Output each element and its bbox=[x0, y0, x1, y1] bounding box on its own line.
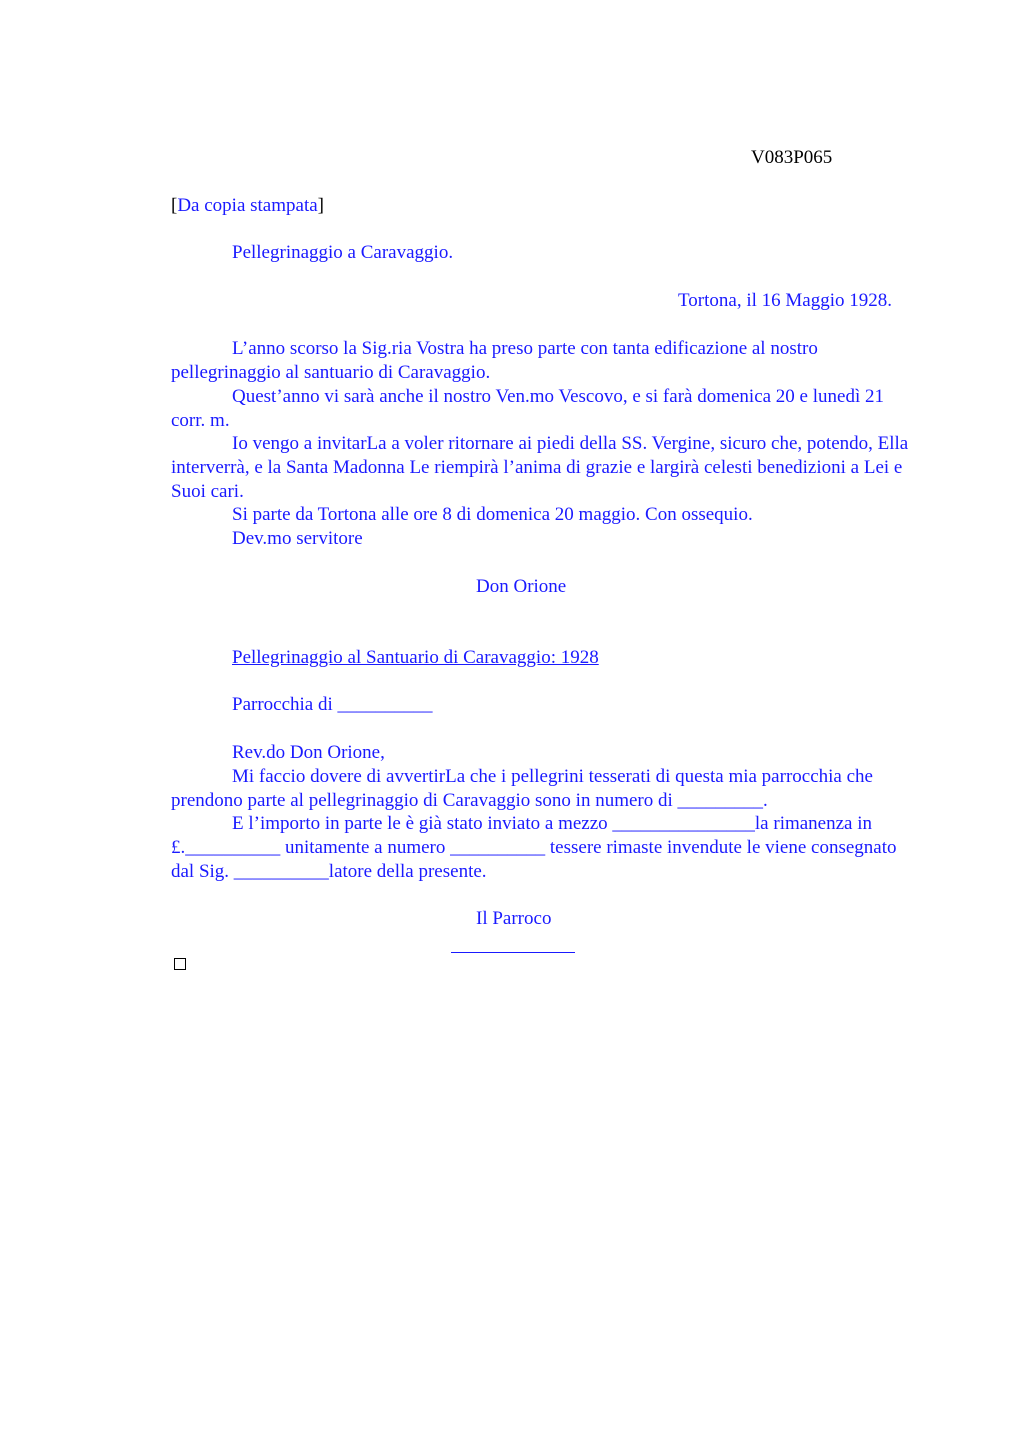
letter-paragraph-2: Quest’anno vi sarà anche il nostro Ven.mo Vescovo, e si farà domenica 20 e lunedì 21 corr. m. bbox=[171, 386, 884, 431]
letter-paragraph-1: L’anno scorso la Sig.ria Vostra ha preso parte con tanta edificazione al nostro pellegrinaggio al santuario di Caravaggio. bbox=[171, 338, 818, 383]
signature-line bbox=[451, 952, 575, 953]
form-paragraph-2: E l’importo in parte le è già stato inviato a mezzo _______________la rimanenza in £.__________ unitamente a numero __________ tessere rimaste invendute le viene consegnato dal Sig. __________latore della presente. bbox=[171, 813, 897, 882]
form-title: Pellegrinaggio al Santuario di Caravaggio: 1928 bbox=[232, 647, 599, 668]
letter-title: Pellegrinaggio a Caravaggio. bbox=[232, 242, 454, 263]
letter-place-date: Tortona, il 16 Maggio 1928. bbox=[678, 290, 892, 311]
form-salutation: Rev.do Don Orione, bbox=[232, 742, 385, 763]
parish-line: Parrocchia di __________ bbox=[232, 694, 433, 715]
letter-paragraph-4: Si parte da Tortona alle ore 8 di domenica 20 maggio. Con ossequio. bbox=[232, 504, 753, 525]
letter-paragraph-3: Io vengo a invitarLa a voler ritornare ai piedi della SS. Vergine, sicuro che, potendo, Ella interverrà, e la Santa Madonna Le riempirà l’anima di grazie e largirà celesti benedizioni a Lei e Suoi cari. bbox=[171, 433, 909, 502]
letter-closing: Dev.mo servitore bbox=[232, 528, 363, 549]
source-note-text: Da copia stampata bbox=[177, 195, 318, 216]
form-paragraph-1: Mi faccio dovere di avvertirLa che i pellegrini tesserati di questa mia parrocchia che prendono parte al pellegrinaggio di Caravaggio sono in numero di _________. bbox=[171, 766, 873, 811]
source-note bbox=[171, 194, 324, 218]
reference-code: V083P065 bbox=[751, 147, 833, 168]
source-note-close-bracket: ] bbox=[317, 195, 324, 216]
checkbox-icon bbox=[174, 958, 186, 970]
letter-signature: Don Orione bbox=[476, 576, 567, 597]
source-note-open-bracket: [ bbox=[171, 195, 178, 216]
form-signatory: Il Parroco bbox=[476, 908, 552, 929]
